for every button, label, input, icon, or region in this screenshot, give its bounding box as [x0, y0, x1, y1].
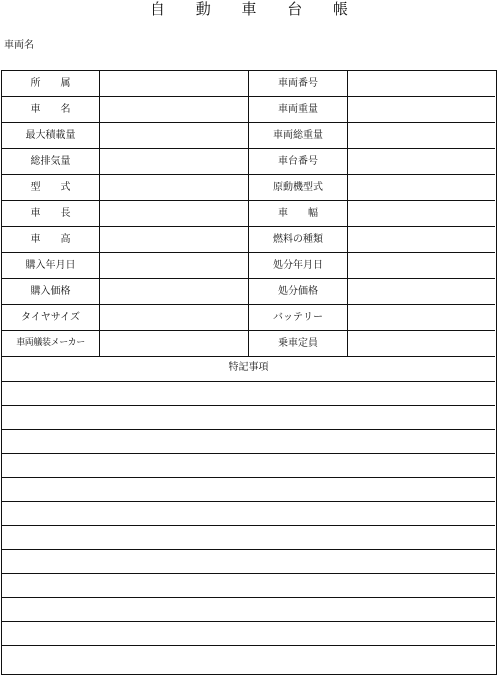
row-label-purchase-price: 購入価格 [2, 279, 100, 304]
displacement-value-field[interactable] [100, 149, 249, 174]
notes-line[interactable] [2, 406, 495, 430]
vehicle-info-grid [2, 71, 495, 357]
table-row [2, 227, 495, 253]
table-row [2, 279, 495, 305]
row-label-vehicle-number: 車両番号 [249, 71, 348, 96]
table-row [2, 201, 495, 227]
row-label-max-load: 最大積載量 [2, 123, 100, 148]
notes-line[interactable] [2, 454, 495, 478]
fuel-type-value-field[interactable] [348, 227, 495, 252]
length-value-field[interactable] [100, 201, 249, 226]
document-title: 自 動 車 台 帳 [149, 0, 362, 18]
row-label-chassis-number: 車台番号 [249, 149, 348, 174]
row-label-length: 車 長 [2, 201, 100, 226]
special-notes-heading: 特記事項 [2, 357, 495, 382]
table-row [2, 123, 495, 149]
table-row [2, 149, 495, 175]
table-row [2, 305, 495, 331]
notes-line[interactable] [2, 478, 495, 502]
table-row [2, 253, 495, 279]
row-label-car-name: 車 名 [2, 97, 100, 122]
row-label-gross-weight: 車両総重量 [249, 123, 348, 148]
notes-line[interactable] [2, 550, 495, 574]
row-label-fuel-type: 燃料の種類 [249, 227, 348, 252]
row-label-engine-model: 原動機型式 [249, 175, 348, 200]
row-label-disposal-price: 処分価格 [249, 279, 348, 304]
row-label-tire-size: タイヤサイズ [2, 305, 100, 330]
purchase-date-value-field[interactable] [100, 253, 249, 278]
row-label-purchase-date: 購入年月日 [2, 253, 100, 278]
table-row [2, 175, 495, 201]
row-label-seating-capacity: 乗車定員 [249, 331, 348, 356]
vehicle-weight-value-field[interactable] [348, 97, 495, 122]
notes-line[interactable] [2, 622, 495, 646]
model-value-field[interactable] [100, 175, 249, 200]
row-label-vehicle-weight: 車両重量 [249, 97, 348, 122]
battery-value-field[interactable] [348, 305, 495, 330]
row-label-body-maker: 車両艤装メーカー [2, 331, 100, 356]
affiliation-value-field[interactable] [100, 71, 249, 96]
engine-model-value-field[interactable] [348, 175, 495, 200]
chassis-number-value-field[interactable] [348, 149, 495, 174]
disposal-price-value-field[interactable] [348, 279, 495, 304]
notes-line[interactable] [2, 574, 495, 598]
row-label-disposal-date: 処分年月日 [249, 253, 348, 278]
vehicle-name-label: 車両名 [4, 40, 34, 51]
body-maker-value-field[interactable] [100, 331, 249, 356]
width-value-field[interactable] [348, 201, 495, 226]
row-label-displacement: 総排気量 [2, 149, 100, 174]
row-label-model: 型 式 [2, 175, 100, 200]
purchase-price-value-field[interactable] [100, 279, 249, 304]
notes-line[interactable] [2, 502, 495, 526]
notes-line[interactable] [2, 646, 495, 673]
height-value-field[interactable] [100, 227, 249, 252]
row-label-affiliation: 所 属 [2, 71, 100, 96]
disposal-date-value-field[interactable] [348, 253, 495, 278]
notes-line[interactable] [2, 430, 495, 454]
tire-size-value-field[interactable] [100, 305, 249, 330]
seating-capacity-value-field[interactable] [348, 331, 495, 356]
notes-line[interactable] [2, 526, 495, 550]
table-row [2, 331, 495, 357]
vehicle-register-sheet [1, 70, 497, 675]
table-row [2, 71, 495, 97]
car-name-value-field[interactable] [100, 97, 249, 122]
row-label-battery: バッテリー [249, 305, 348, 330]
vehicle-number-value-field[interactable] [348, 71, 495, 96]
notes-line[interactable] [2, 382, 495, 406]
max-load-value-field[interactable] [100, 123, 249, 148]
row-label-width: 車 幅 [249, 201, 348, 226]
table-row [2, 97, 495, 123]
row-label-height: 車 高 [2, 227, 100, 252]
notes-line[interactable] [2, 598, 495, 622]
gross-weight-value-field[interactable] [348, 123, 495, 148]
